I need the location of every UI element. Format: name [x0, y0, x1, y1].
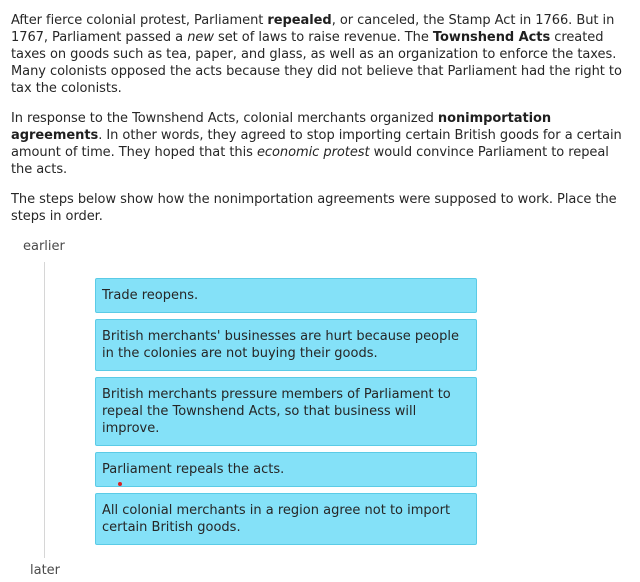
term-nonimportation-agreements: nonimportation agreements [11, 111, 552, 143]
step-card-pressure-parliament[interactable]: British merchants pressure members of Parliament to repeal the Townshend Acts, so that business will improve. [95, 377, 477, 446]
emphasis-economic-protest: economic protest [256, 145, 370, 160]
timeline-earlier-label: earlier [23, 239, 65, 254]
step-card-merchants-hurt[interactable]: British merchants' businesses are hurt because people in the colonies are not buying their goods. [95, 319, 477, 371]
p1-text-c: , or canceled, the Stamp Act in 1766. But in 1767, Parliament passed a [11, 13, 615, 45]
timeline-line [44, 262, 45, 558]
emphasis-new: new [187, 30, 214, 45]
p2-text-e: would convince Parliament to repeal the acts. [11, 145, 609, 177]
cursor-dot [118, 482, 122, 486]
question-prompt: The steps below show how the nonimportation agreements were supposed to work. Place the steps in order. [11, 192, 617, 224]
p1-text-g: created taxes on goods such as tea, paper, and glass, as well as an organization to enforce the taxes. Many colonists opposed the acts because they did not believe that Parliament had the right to tax the colonists. [11, 30, 622, 96]
sortable-step-list [95, 278, 477, 551]
step-card-trade-reopens[interactable]: Trade reopens. [95, 278, 477, 313]
paragraph-nonimportation [11, 110, 623, 178]
p1-text-a: After fierce colonial protest, Parliament [11, 13, 268, 28]
paragraph-townshend-acts [11, 12, 623, 97]
p2-text-c: . In other words, they agreed to stop importing certain British goods for a certain amount of time. They hoped that this [11, 128, 622, 160]
step-card-merchants-agree[interactable]: All colonial merchants in a region agree not to import certain British goods. [95, 493, 477, 545]
p2-text-a: In response to the Townshend Acts, colonial merchants organized [11, 111, 438, 126]
term-townshend-acts: Townshend Acts [432, 30, 551, 45]
p1-text-e: set of laws to raise revenue. The [213, 30, 433, 45]
step-card-parliament-repeals[interactable]: Parliament repeals the acts. [95, 452, 477, 487]
instruction-passage [11, 12, 623, 238]
term-repealed: repealed [267, 13, 332, 28]
timeline-later-label: later [30, 563, 61, 578]
